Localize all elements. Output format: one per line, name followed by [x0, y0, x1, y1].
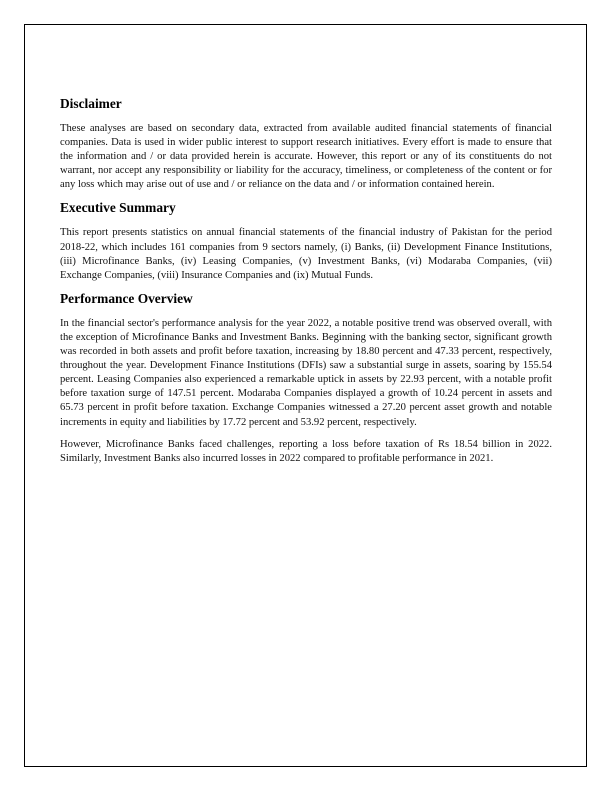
disclaimer-section: [60, 96, 552, 192]
performance-overview-paragraph-2: However, Microfinance Banks faced challenges, reporting a loss before taxation of Rs 18.54 billion in 2022. Similarly, Investment Banks also incurred losses in 2022 compared to profitable performance in 2021.: [60, 438, 552, 464]
disclaimer-heading: Disclaimer: [60, 96, 122, 111]
document-body: [60, 96, 552, 474]
executive-summary-paragraph: This report presents statistics on annual financial statements of the financial industry of Pakistan for the period 2018-22, which includes 161 companies from 9 sectors namely, (i) Banks, (ii) Development Finance Institutions, (iii) Microfinance Banks, (iv) Leasing Companies, (v) Investment Banks, (vi) Modaraba Companies, (vii) Exchange Companies, (viii) Insurance Companies and (ix) Mutual Funds.: [60, 227, 552, 281]
performance-overview-heading: Performance Overview: [60, 290, 193, 306]
executive-summary-heading: Executive Summary: [60, 200, 176, 216]
performance-overview-paragraph-1: In the financial sector's performance analysis for the year 2022, a notable positive trend was observed overall, with the exception of Microfinance Banks and Investment Banks. Beginning with the banking sector, significant growth was recorded in both assets and profit before taxation, increasing by 18.80 percent and 47.33 percent, respectively, throughout the year. Development Finance Institutions (DFIs) saw a substantial surge in assets, soaring by 155.54 percent. Leasing Companies also experienced a remarkable uptick in assets by 22.93 percent, with a notable profit before taxation surge of 147.51 percent. Modaraba Companies displayed a growth of 10.24 percent in assets and 65.73 percent in profit before taxation. Exchange Companies witnessed a 27.20 percent asset growth and notable increments in equity and liabilities by 17.72 percent and 53.92 percent, respectively.: [60, 317, 552, 428]
disclaimer-paragraph: These analyses are based on secondary data, extracted from available audited financial statements of financial companies. Data is used in wider public interest to support research initiatives. Every effort is made to ensure that the information and / or data provided herein is accurate. However, this report or any of its constituents do not warrant, nor accept any responsibility or liability for the accuracy, timeliness, or completeness of the content or for any loss which may arise out of use and / or reliance on the data and / or information contained herein.: [60, 123, 552, 191]
performance-overview-section: [60, 291, 552, 466]
executive-summary-section: [60, 200, 552, 282]
